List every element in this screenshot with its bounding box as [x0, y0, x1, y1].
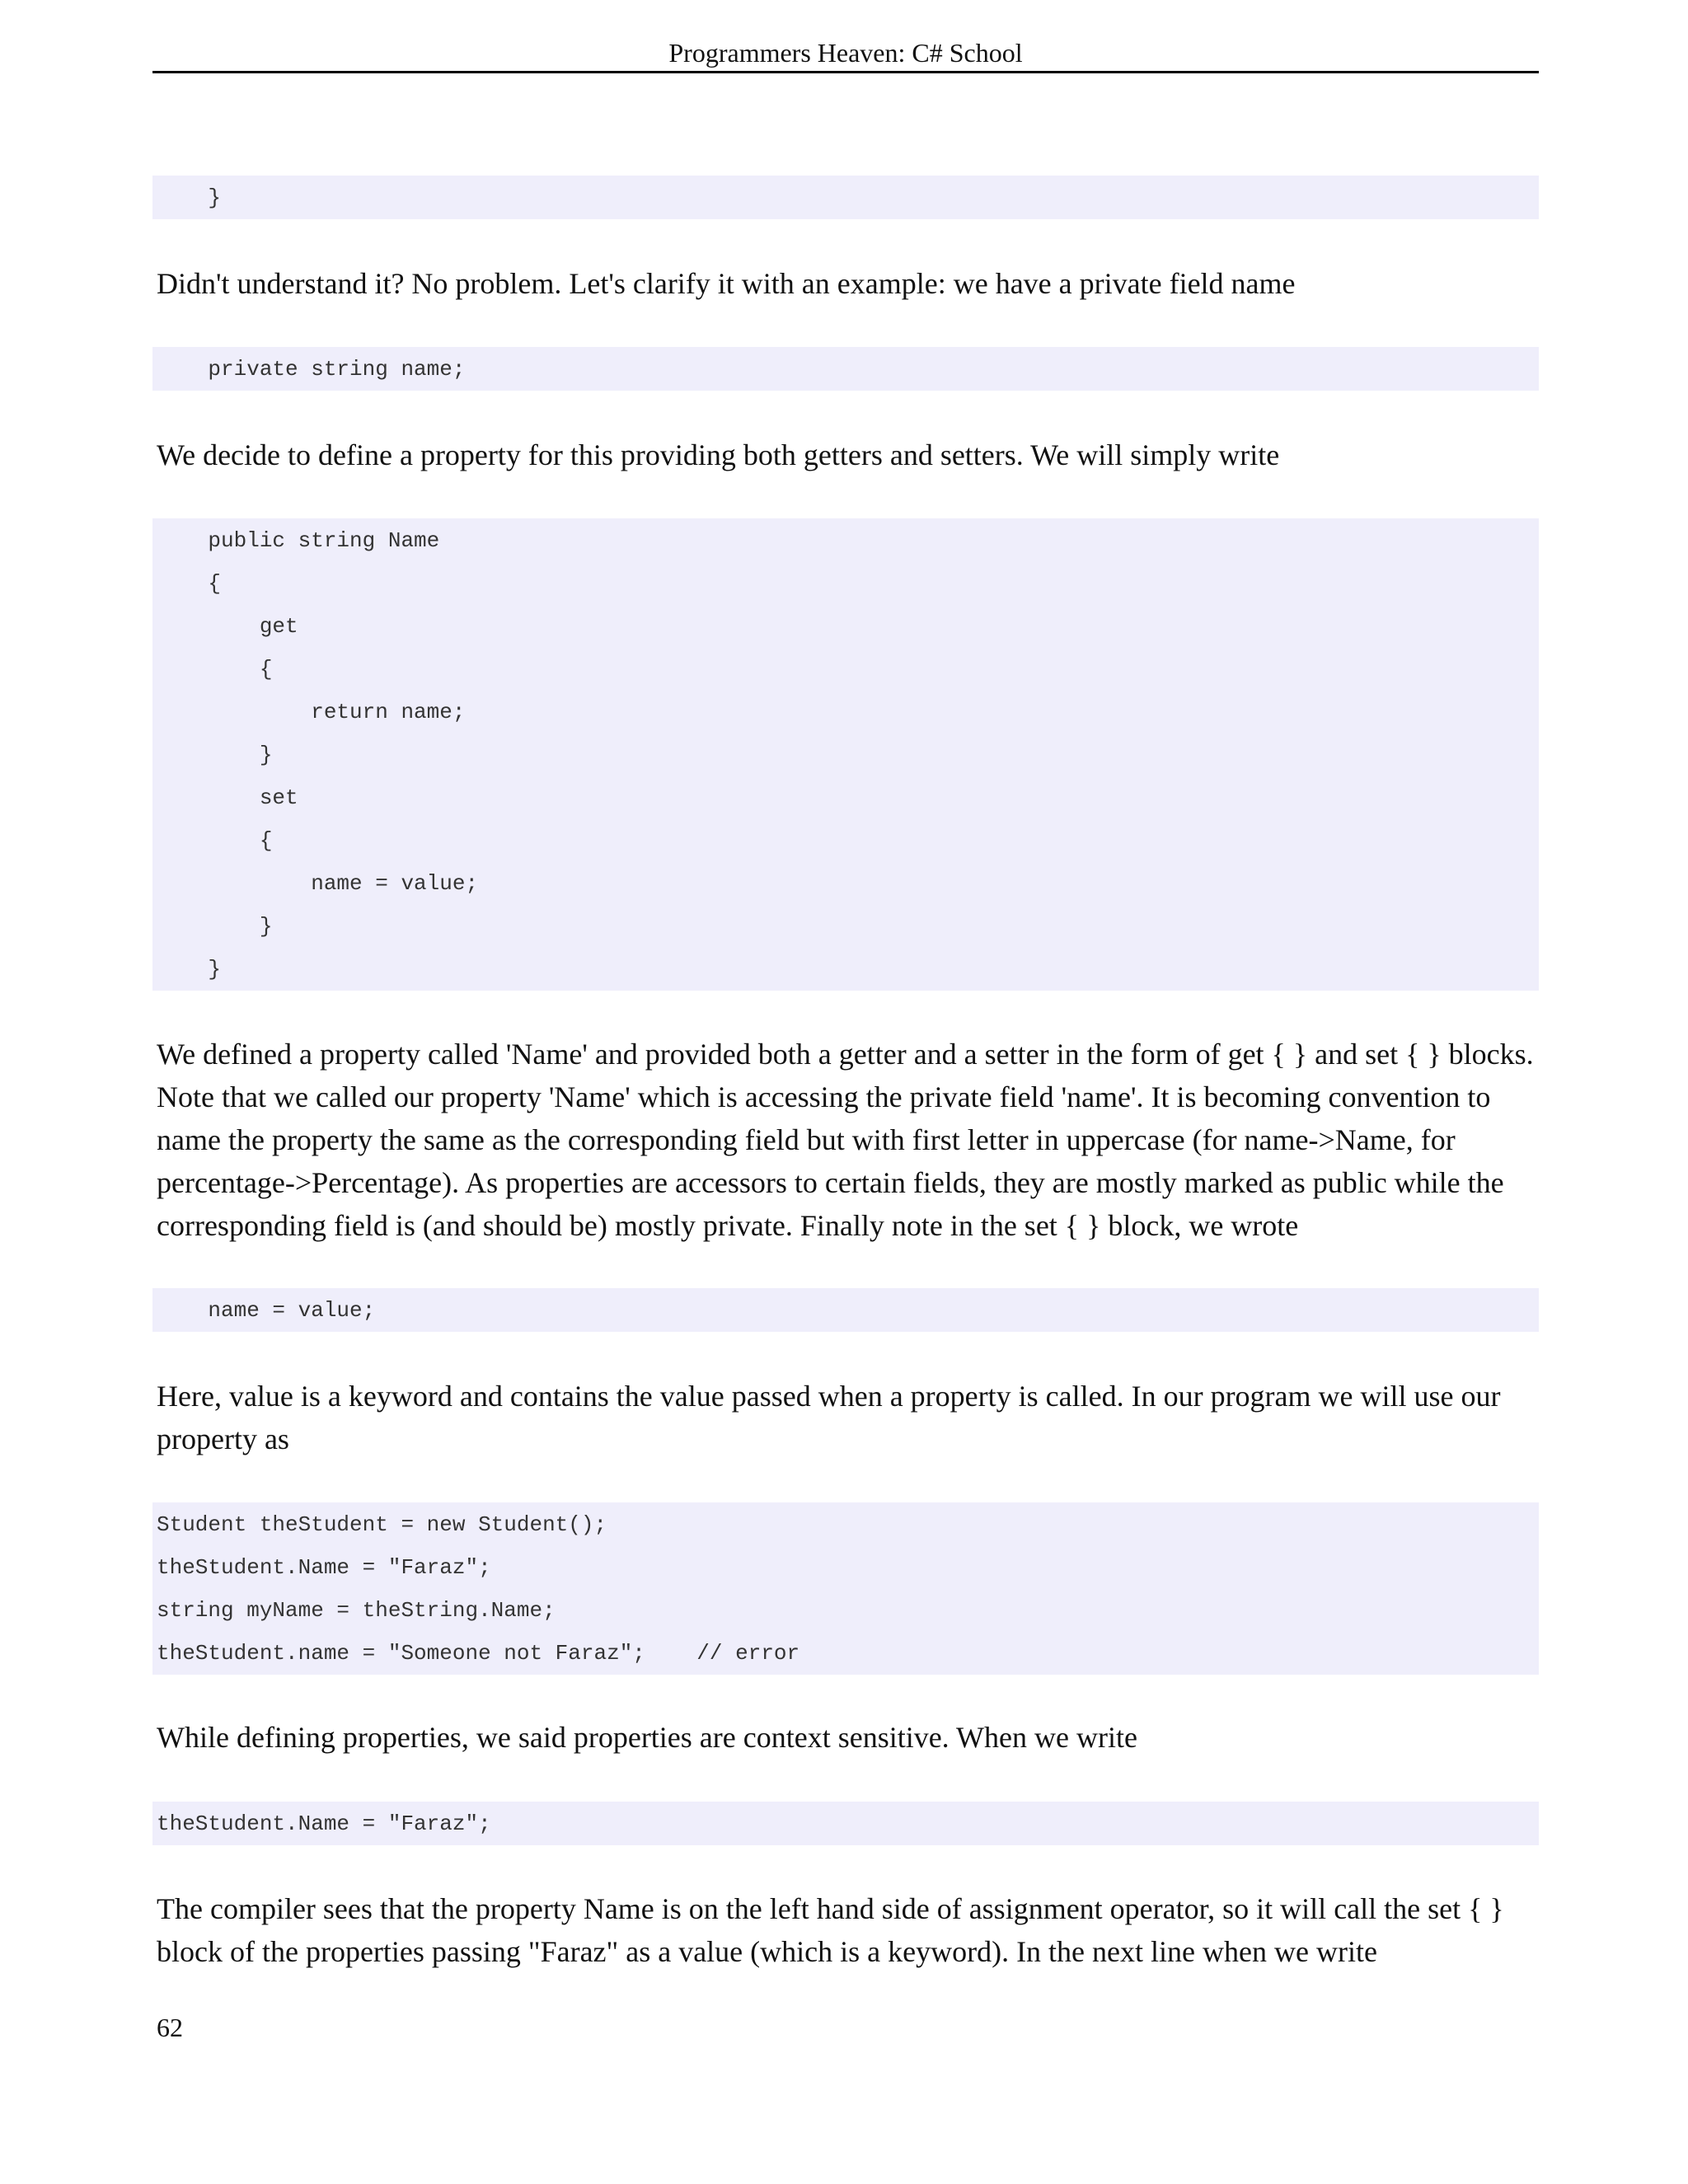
- page-number: 62: [157, 2013, 183, 2042]
- paragraph-line: Note that we called our property 'Name' which is accessing the private field 'name'. It is becoming convention to: [157, 1080, 1491, 1113]
- paragraph-value-keyword: [157, 1375, 1541, 1460]
- code-line: private string name;: [157, 357, 466, 382]
- code-line: theStudent.Name = "Faraz";: [157, 1811, 491, 1836]
- paragraph-intro: [157, 262, 1541, 305]
- paragraph-line: We defined a property called 'Name' and provided both a getter and a setter in the form of get { } and set { } blocks.: [157, 1038, 1534, 1071]
- code-line: }: [157, 743, 273, 767]
- code-line: name = value;: [157, 871, 479, 896]
- paragraph-line: Here, value is a keyword and contains the value passed when a property is called. In our program we will use our: [157, 1380, 1501, 1413]
- code-line: {: [157, 657, 273, 682]
- paragraph-line: block of the properties passing "Faraz" as a value (which is a keyword). In the next line when we write: [157, 1935, 1377, 1968]
- code-block-field-declaration: [152, 347, 1539, 391]
- code-line: }: [157, 185, 222, 210]
- code-line: name = value;: [157, 1298, 376, 1323]
- code-line: theStudent.name = "Someone not Faraz"; // error: [157, 1641, 800, 1666]
- code-block-set-call: [152, 1802, 1539, 1845]
- code-block-assign-value: [152, 1288, 1539, 1332]
- code-line: Student theStudent = new Student();: [157, 1512, 607, 1537]
- paragraph-line: name the property the same as the corresponding field but with first letter in uppercase (for name->Name, for: [157, 1123, 1456, 1156]
- paragraph-line: We decide to define a property for this providing both getters and setters. We will simply write: [157, 438, 1280, 471]
- paragraph-line: percentage->Percentage). As properties are accessors to certain fields, they are mostly marked as public while the: [157, 1166, 1504, 1199]
- code-line: string myName = theString.Name;: [157, 1598, 556, 1623]
- paragraph-line: The compiler sees that the property Name is on the left hand side of assignment operator, so it will call the set { }: [157, 1892, 1504, 1925]
- paragraph-explanation: [157, 1033, 1541, 1247]
- code-line: return name;: [157, 700, 466, 724]
- code-line: {: [157, 571, 222, 596]
- code-line: public string Name: [157, 528, 440, 553]
- paragraph-line: While defining properties, we said properties are context sensitive. When we write: [157, 1721, 1137, 1754]
- paragraph-compiler: [157, 1887, 1541, 1973]
- code-line: get: [157, 614, 298, 639]
- code-line: set: [157, 785, 298, 810]
- code-line: }: [157, 914, 273, 939]
- page-header: Programmers Heaven: C# School: [152, 36, 1539, 73]
- code-block-closing-brace: [152, 176, 1539, 219]
- code-block-usage: [152, 1502, 1539, 1675]
- code-line: {: [157, 828, 273, 853]
- code-block-property-definition: [152, 518, 1539, 991]
- paragraph-context: [157, 1716, 1541, 1759]
- code-line: theStudent.Name = "Faraz";: [157, 1555, 491, 1580]
- paragraph-line: Didn't understand it? No problem. Let's clarify it with an example: we have a private field name: [157, 267, 1296, 300]
- code-line: }: [157, 957, 222, 982]
- paragraph-decide: [157, 434, 1541, 476]
- paragraph-line: corresponding field is (and should be) mostly private. Finally note in the set { } block, we wrote: [157, 1209, 1299, 1242]
- paragraph-line: property as: [157, 1422, 289, 1455]
